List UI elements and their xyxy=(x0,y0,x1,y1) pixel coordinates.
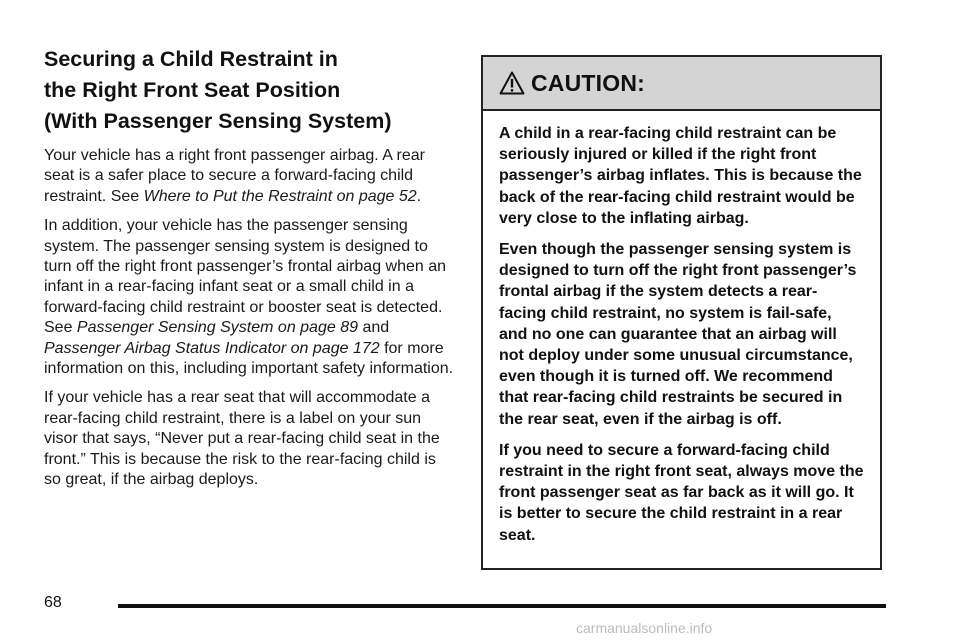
cross-reference-restraint: Where to Put the Restraint on page 52 xyxy=(143,187,417,205)
intro-end: . xyxy=(416,187,422,205)
section-heading xyxy=(44,44,454,137)
caution-box xyxy=(481,55,882,570)
caution-paragraph-3: If you need to secure a forward-facing child restraint in the right front seat, always move the front passenger seat as far back as it will go. It is better to secure the child restraint in a rear seat. xyxy=(499,441,864,544)
page-number: 68 xyxy=(44,594,62,611)
cross-reference-sensing-system: Passenger Sensing System on page 89 xyxy=(76,319,358,337)
heading-line-2: the Right Front Seat Position xyxy=(44,78,341,102)
footer-rule xyxy=(118,604,886,608)
caution-paragraph-1: A child in a rear-facing child restraint can be seriously injured or killed if the right front passenger’s airbag inflates. This is because the back of the rear-facing child restraint would be very close to the inflating airbag. xyxy=(499,125,862,227)
heading-line-1: Securing a Child Restraint in xyxy=(44,47,338,71)
footer-watermark: carmanualsonline.info xyxy=(576,620,713,636)
left-column xyxy=(44,44,454,500)
caution-title: CAUTION: xyxy=(531,69,646,96)
sensing-text-2: for more information on this, including important safety information. xyxy=(44,339,454,378)
sensing-text-mid: and xyxy=(358,319,390,337)
warning-triangle-icon xyxy=(499,70,525,96)
rear-seat-paragraph: If your vehicle has a rear seat that will accommodate a rear-facing child restraint, there is a label on your sun visor that says, “Never put a rear-facing child seat in the front.” This is because the risk to the rear-facing child is so great, if the airbag deploys. xyxy=(44,389,440,489)
caution-paragraph-2: Even though the passenger sensing system is designed to turn off the right front passenger’s frontal airbag if the system detects a rear-facing child restraint, no system is fail-safe, and no one can guarantee that an airbag will not deploy under some unusual circumstance, even though it is turned off. We recommend that rear-facing child restraints be secured in the rear seat, even if the airbag is off. xyxy=(499,241,857,428)
caution-header xyxy=(483,57,880,111)
sensing-text-1: In addition, your vehicle has the passenger sensing system. The passenger sensing system is designed to turn off the right front passenger’s frontal airbag when an infant in a rear-facing infant seat or a small child in a forward-facing child restraint or booster seat is detected. See xyxy=(44,217,447,337)
sensing-paragraph xyxy=(44,216,454,379)
heading-line-3: (With Passenger Sensing System) xyxy=(44,109,392,133)
caution-body xyxy=(483,111,880,546)
cross-reference-status-indicator: Passenger Airbag Status Indicator on page 172 xyxy=(44,339,380,357)
intro-text: Your vehicle has a right front passenger airbag. A rear seat is a safer place to secure a forward-facing child restraint. See xyxy=(44,147,425,205)
intro-paragraph xyxy=(44,146,454,207)
